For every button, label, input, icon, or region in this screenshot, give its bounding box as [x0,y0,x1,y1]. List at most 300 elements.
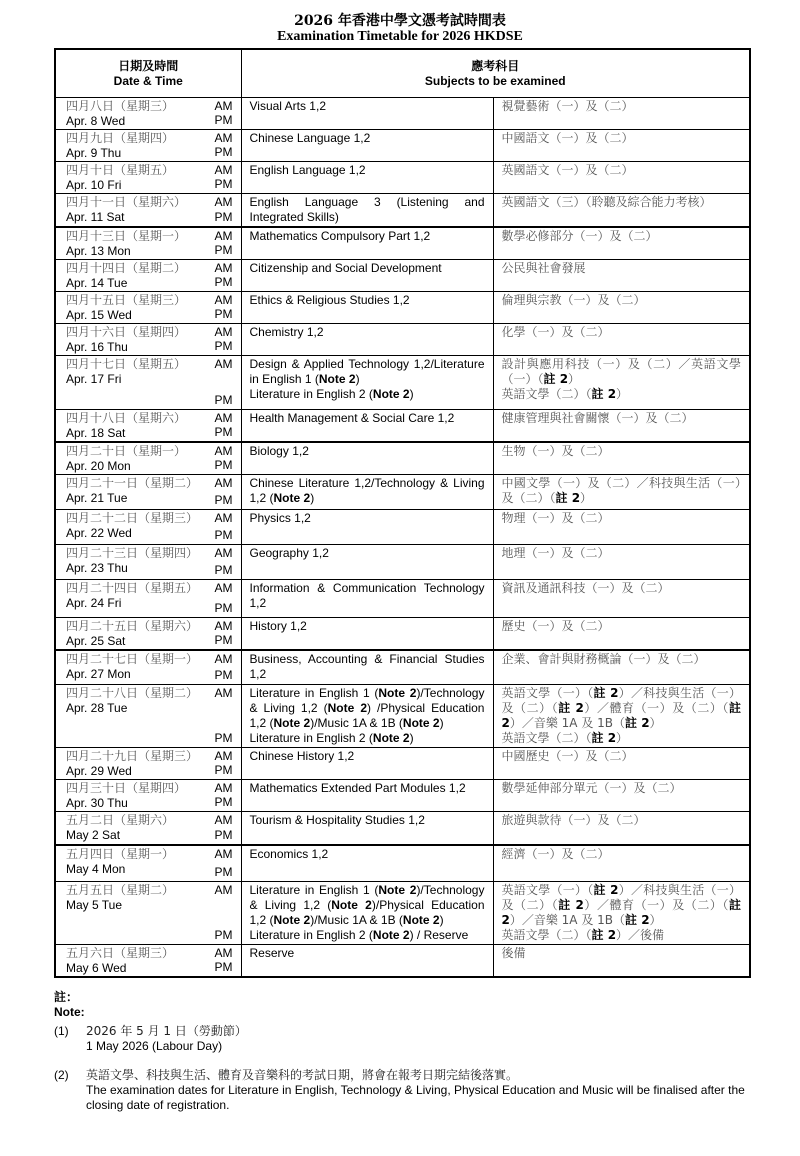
subject-text-zh: 英國語文（三）（聆聽及綜合能力考核） [501,195,712,209]
date-zh: 四月二十九日（星期三） [66,748,199,763]
date-en: Apr. 30 Thu [66,795,128,810]
note-reference: Note 2 [402,912,440,927]
subject-pm-text [250,928,485,943]
date-en: Apr. 11 Sat [66,210,125,224]
date-zh: 四月十日（星期五） [66,163,175,177]
date-zh: 四月十一日（星期六） [66,195,187,209]
subject-en-cell [241,747,493,779]
date-cell [55,747,241,779]
table-header [55,49,750,98]
date-en: Apr. 28 Tue [66,700,128,715]
date-cell [55,580,241,618]
note-reference: Note 2 [331,897,372,912]
date-cell [55,442,241,475]
date-en: Apr. 23 Thu [66,561,128,575]
date-en: Apr. 18 Sat [66,426,126,440]
subject-text: ）／科技與生活（一）及（二）（ [501,882,741,912]
date-cell [55,410,241,443]
subject-text-zh: 英國語文（一）及（二） [501,163,634,177]
subject-text: ）／音樂 1A 及 1B（ [509,912,626,927]
note-text-zh: 英語文學、科技與生活、體育及音樂科的考試日期，將會在報考日期完結後落實。 [86,1068,519,1082]
session-pm: PM [214,762,233,777]
subject-en-cell [241,260,493,292]
date-cell [55,260,241,292]
date-en: Apr. 10 Fri [66,178,122,192]
table-row [55,618,750,651]
date-zh: 五月四日（星期一） [66,847,175,861]
table-row [55,811,750,845]
session-am: AM [214,444,233,458]
note-reference: 註 2 [558,897,584,912]
subject-text-zh: 旅遊與款待（一）及（二） [501,812,646,827]
date-zh: 四月二十一日（星期二） [66,476,199,490]
date-en: Apr. 16 Thu [66,340,128,354]
session-pm: PM [214,243,233,257]
table-row [55,292,750,324]
table-row [55,162,750,194]
subject-text: ）／音樂 1A 及 1B（ [509,715,626,730]
subject-zh-cell [493,98,750,130]
date-cell [55,162,241,194]
subject-text-zh: 中國語文（一）及（二） [501,131,634,145]
subject-en-cell [241,194,493,228]
session-am: AM [214,780,233,795]
date-en: Apr. 25 Sat [66,634,126,648]
subject-text-zh: 數學延伸部分單元（一）及（二） [501,780,682,795]
table-row [55,356,750,410]
subject-zh-cell [493,227,750,260]
note-reference: 註 2 [591,927,617,942]
session-pm: PM [214,959,233,974]
subject-en-cell [241,845,493,881]
session-am: AM [214,748,233,763]
date-en: May 4 Mon [66,862,126,876]
subject-text: Business, Accounting & Financial Studies 1,2 [249,652,485,681]
subject-text: 設計與應用科技（一）及（二）／英語文學（一）（ [501,357,741,386]
table-row [55,130,750,162]
date-en: Apr. 17 Fri [66,372,122,386]
table-row [55,194,750,228]
date-zh: 四月二十二日（星期三） [66,511,199,525]
table-row [55,227,750,260]
subject-text: ）／體育（一）及（二）（ [583,700,729,715]
note-reference: Note 2 [318,372,356,386]
subject-en-cell [241,650,493,684]
subject-zh-cell [493,811,750,845]
subject-text-zh: 經濟（一）及（二） [501,847,610,861]
subject-text: ） [616,387,629,401]
subject-en-cell [241,98,493,130]
subject-am-text [250,476,485,506]
subject-zh-cell [493,194,750,228]
subject-text-zh: 視覺藝術（一）及（二） [501,99,634,113]
subject-text-zh: 健康管理與社會關懷（一）及（二） [501,411,694,425]
note-reference: 註 2 [625,912,650,927]
subject-text: Mathematics Extended Part Modules 1,2 [249,780,466,795]
date-zh: 四月十七日（星期五） [66,357,187,371]
date-cell [55,684,241,747]
note-number: (2) [54,1068,69,1082]
subject-en-cell [241,684,493,747]
subject-text: 英語文學（一）（ [501,882,594,897]
session-pm: PM [214,275,233,289]
subject-en-cell [241,545,493,580]
table-row [55,684,750,747]
date-en: May 2 Sat [66,827,121,842]
subject-am-text-zh [502,357,742,387]
date-cell [55,650,241,684]
date-cell [55,944,241,977]
subject-text-zh: 化學（一）及（二） [501,325,610,339]
subject-am-text-zh [502,476,742,506]
note-reference: Note 2 [402,715,440,730]
note-number: (1) [54,1024,69,1038]
note-2 [54,1068,764,1113]
date-cell [55,845,241,881]
table-row [55,650,750,684]
header-date-time-en: Date & Time [113,73,183,88]
subject-pm-text-zh [502,387,742,402]
subject-text: ） [649,912,662,927]
note-reference: Note 2 [378,685,417,700]
subject-text: Literature in English 1 ( [249,685,379,700]
date-cell [55,881,241,944]
header-date-time-zh: 日期及時間 [118,58,179,73]
session-am: AM [214,229,233,243]
subject-en-cell [241,442,493,475]
session-pm: PM [214,730,233,745]
date-zh: 四月十三日（星期一） [66,229,187,243]
subject-am-text [250,357,485,387]
subject-text: Literature in English 1 ( [249,882,379,897]
subject-text-zh: 資訊及通訊科技（一）及（二） [501,581,670,595]
session-am: AM [214,945,233,960]
subject-text: Health Management & Social Care 1,2 [249,411,455,425]
date-cell [55,98,241,130]
subject-am-text-zh [502,686,742,731]
session-am: AM [214,652,233,666]
session-am: AM [214,476,233,490]
subject-pm-text-zh [502,731,742,746]
subject-pm-text [250,731,485,746]
table-row [55,510,750,545]
subject-text: )/Technology & Living 1,2 ( [249,882,485,912]
subject-en-cell [241,618,493,651]
date-en: Apr. 8 Wed [66,114,126,128]
note-reference: Note 2 [372,730,410,745]
date-en: Apr. 15 Wed [66,308,132,322]
subject-text: Literature in English 2 ( [249,730,373,745]
session-am: AM [214,411,233,425]
subject-zh-cell [493,944,750,977]
subject-text: Tourism & Hospitality Studies 1,2 [249,812,425,827]
subject-zh-cell [493,292,750,324]
page-title-zh: 2026 年香港中學文憑考試時間表 [294,13,506,29]
subject-en-cell [241,779,493,811]
date-zh: 四月十六日（星期四） [66,325,187,339]
date-zh: 四月八日（星期三） [66,99,175,113]
session-pm: PM [214,425,233,439]
subject-text: ) / Reserve [409,927,469,942]
note-reference: Note 2 [372,927,410,942]
date-cell [55,475,241,510]
date-en: Apr. 9 Thu [66,146,122,160]
date-cell [55,130,241,162]
subject-en-cell [241,944,493,977]
session-pm: PM [214,393,233,407]
subject-en-cell [241,580,493,618]
date-en: Apr. 27 Mon [66,667,131,681]
session-pm: PM [214,177,233,191]
date-cell [55,811,241,845]
subject-text: Design & Applied Technology 1,2/Literature in English 1 ( [249,357,485,386]
subject-text: ） [649,715,662,730]
subject-text: Biology 1,2 [249,444,309,458]
header-subjects-en: Subjects to be examined [424,73,566,88]
subject-text: ) [409,387,414,401]
note-text-en: 1 May 2026 (Labour Day) [86,1039,223,1053]
subject-text: Citizenship and Social Development [249,261,442,275]
notes-section [54,990,764,1113]
subject-text: )/Music 1A & 1B ( [310,715,403,730]
subject-text-zh: 公民與社會發展 [501,261,586,275]
date-cell [55,292,241,324]
date-en: Apr. 22 Wed [66,526,132,540]
header-subjects [241,49,750,98]
table-row [55,260,750,292]
subject-zh-cell [493,881,750,944]
subject-text-zh: 數學必修部分（一）及（二） [501,229,658,243]
session-am: AM [214,357,233,371]
subject-zh-cell [493,162,750,194]
session-am: AM [214,163,233,177]
date-zh: 四月二十日（星期一） [66,444,187,458]
date-cell [55,227,241,260]
date-zh: 四月二十七日（星期一） [66,652,199,666]
date-cell [55,194,241,228]
subject-text: Ethics & Religious Studies 1,2 [249,293,410,307]
date-en: May 6 Wed [66,960,127,975]
subject-text: )/Physical Education 1,2 ( [249,897,485,927]
subject-am-text-zh [502,883,742,928]
notes-heading-en: Note: [54,1005,85,1019]
session-pm: PM [214,210,233,224]
subject-en-cell [241,227,493,260]
session-pm: PM [214,828,233,842]
date-zh: 五月二日（星期六） [66,812,175,827]
subject-text: Chinese History 1,2 [249,748,355,763]
timetable-body [55,98,750,977]
date-en: Apr. 21 Tue [66,491,128,505]
subject-text: Economics 1,2 [249,847,329,861]
note-reference: Note 2 [273,491,311,505]
date-en: Apr. 29 Wed [66,763,132,778]
subject-text: ) [439,715,444,730]
subject-zh-cell [493,442,750,475]
page-title-en: Examination Timetable for 2026 HKDSE [277,29,523,44]
subject-zh-cell [493,130,750,162]
subject-zh-cell [493,747,750,779]
session-pm: PM [214,601,233,615]
note-reference: 註 2 [501,897,741,927]
date-zh: 四月二十三日（星期四） [66,546,199,560]
table-row [55,747,750,779]
subject-text: Physics 1,2 [249,511,311,525]
subject-zh-cell [493,684,750,747]
session-am: AM [214,195,233,209]
subject-text: ) /Physical Education 1,2 ( [249,700,485,730]
subject-en-cell [241,881,493,944]
date-zh: 四月二十四日（星期五） [66,581,199,595]
header-subjects-zh: 應考科目 [471,58,520,73]
subject-zh-cell [493,260,750,292]
note-1 [54,1024,764,1054]
session-am: AM [214,99,233,113]
session-am: AM [214,261,233,275]
subject-en-cell [241,130,493,162]
subject-text: Information & Communication Technology 1,2 [249,581,485,610]
subject-text: Literature in English 2 ( [249,387,373,401]
subject-zh-cell [493,779,750,811]
subject-text-zh: 倫理與宗教（一）及（二） [501,293,646,307]
subject-text: )/Music 1A & 1B ( [310,912,403,927]
subject-text: ) [310,491,315,505]
note-reference: Note 2 [273,912,311,927]
table-row [55,545,750,580]
session-am: AM [214,325,233,339]
subject-en-cell [241,510,493,545]
date-zh: 五月六日（星期三） [66,945,175,960]
note-reference: Note 2 [273,715,311,730]
subject-text-zh: 企業、會計與財務概論（一）及（二） [501,652,706,666]
subject-text: History 1,2 [249,619,307,633]
date-zh: 四月二十八日（星期二） [66,685,199,700]
note-reference: 註 2 [558,700,584,715]
date-zh: 四月二十五日（星期六） [66,619,199,633]
date-zh: 五月五日（星期二） [66,882,175,897]
date-cell [55,510,241,545]
session-pm: PM [214,563,233,577]
subject-pm-text-zh [502,928,742,943]
date-cell [55,356,241,410]
subject-text: English Language 3 (Listening and Integrated Skills) [249,195,485,224]
subject-text-zh: 中國歷史（一）及（二） [501,748,634,763]
note-reference: 註 2 [543,372,569,386]
subject-en-cell [241,811,493,845]
table-row [55,324,750,356]
date-cell [55,545,241,580]
subject-text: Visual Arts 1,2 [249,99,326,113]
session-pm: PM [214,927,233,942]
subject-en-cell [241,356,493,410]
subject-text: Chemistry 1,2 [249,325,324,339]
date-cell [55,618,241,651]
subject-am-text [250,883,485,928]
subject-text: )/Technology & Living 1,2 ( [249,685,485,715]
table-row [55,881,750,944]
header-date-time [55,49,241,98]
session-am: AM [214,511,233,525]
subject-text: English Language 1,2 [249,163,366,177]
session-am: AM [214,293,233,307]
subject-zh-cell [493,510,750,545]
subject-text: Mathematics Compulsory Part 1,2 [249,229,431,243]
session-am: AM [214,619,233,633]
subject-text: Geography 1,2 [249,546,329,560]
subject-text: ) [355,372,360,386]
subject-text: ） [580,491,593,505]
session-pm: PM [214,667,233,682]
subject-text: 英語文學（二）（ [501,730,592,745]
date-en: May 5 Tue [66,897,123,912]
subject-zh-cell [493,324,750,356]
table-row [55,475,750,510]
table-row [55,442,750,475]
subject-text: ） [616,730,629,745]
session-am: AM [214,131,233,145]
subject-zh-cell [493,650,750,684]
session-pm: PM [214,145,233,159]
note-reference: 註 2 [501,700,741,730]
subject-text: ） [568,372,581,386]
note-reference: 註 2 [591,730,617,745]
table-row [55,580,750,618]
subject-text-zh: 後備 [501,945,526,960]
session-pm: PM [214,864,233,879]
note-reference: 註 2 [591,387,617,401]
subject-text: Chinese Literature 1,2/Technology & Living 1,2 ( [249,476,485,505]
note-reference: 註 2 [593,685,619,700]
subject-text: 英語文學（一）（ [501,685,594,700]
table-row [55,410,750,443]
subject-en-cell [241,410,493,443]
subject-text: 英語文學（二）（ [501,927,592,942]
subject-zh-cell [493,580,750,618]
session-pm: PM [214,633,233,647]
date-zh: 四月三十日（星期四） [66,780,187,795]
table-row [55,779,750,811]
date-cell [55,779,241,811]
subject-text: ) [439,912,444,927]
subject-text-zh: 生物（一）及（二） [501,444,610,458]
session-am: AM [214,546,233,560]
timetable [54,48,751,978]
session-am: AM [214,685,233,700]
subject-am-text [250,686,485,731]
session-am: AM [214,882,233,897]
note-reference: Note 2 [372,387,410,401]
subject-text: ) [409,730,414,745]
subject-text: ）／體育（一）及（二）（ [583,897,729,912]
note-reference: 註 2 [555,491,581,505]
subject-pm-text [250,387,485,402]
note-text-zh: 2026 年 5 月 1 日（勞動節） [86,1024,247,1038]
subject-text: Literature in English 2 ( [249,927,373,942]
date-zh: 四月九日（星期四） [66,131,175,145]
table-row [55,98,750,130]
date-en: Apr. 13 Mon [66,244,131,258]
table-row [55,845,750,881]
date-zh: 四月十四日（星期二） [66,261,187,275]
date-zh: 四月十五日（星期三） [66,293,187,307]
subject-text-zh: 地理（一）及（二） [501,546,610,560]
subject-text: ）／後備 [616,927,665,942]
date-zh: 四月十八日（星期六） [66,411,187,425]
table-row [55,944,750,977]
subject-zh-cell [493,545,750,580]
session-pm: PM [214,339,233,353]
note-reference: Note 2 [378,882,417,897]
